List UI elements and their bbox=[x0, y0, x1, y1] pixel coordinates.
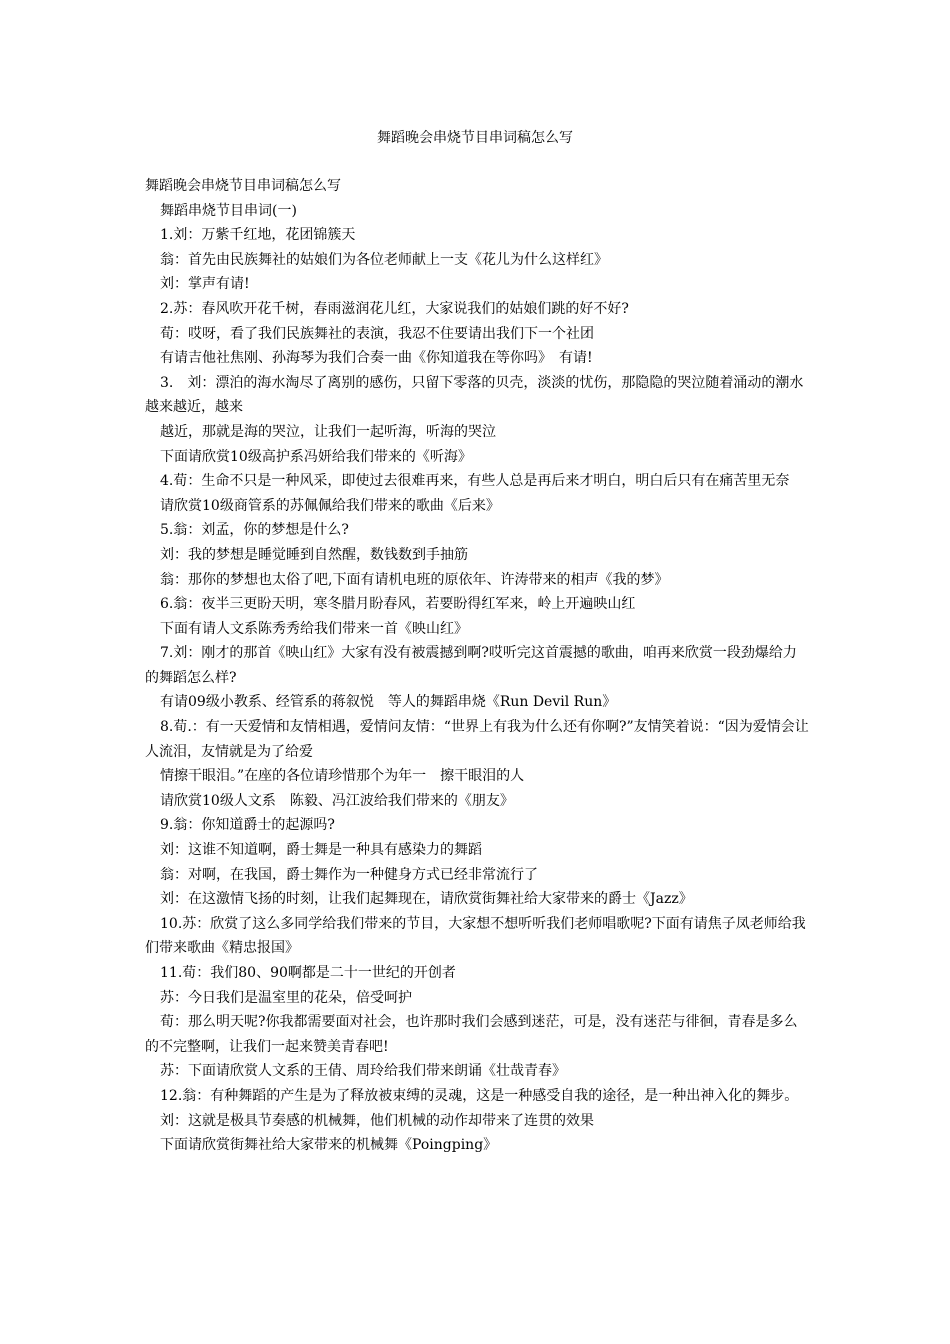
paragraph: 舞蹈晚会串烧节目串词稿怎么写 bbox=[145, 178, 341, 194]
paragraph: 2.苏：春风吹开花千树，春雨滋润花儿红，大家说我们的姑娘们跳的好不好? bbox=[160, 300, 629, 317]
paragraph: 4.荀：生命不只是一种风采，即使过去很难再来，有些人总是再后来才明白，明白后只有在痛苦里无奈 bbox=[160, 473, 790, 490]
paragraph: 刘：这谁不知道啊，爵士舞是一种具有感染力的舞蹈 bbox=[160, 842, 482, 859]
paragraph: 荀：哎呀，看了我们民族舞社的表演，我忍不住要请出我们下一个社团 bbox=[160, 325, 594, 342]
document-body bbox=[145, 174, 810, 1158]
paragraph: 1.刘：万紫千红地，花团锦簇天 bbox=[160, 227, 356, 244]
paragraph: 11.荀：我们80、90啊都是二十一世纪的开创者 bbox=[160, 965, 456, 981]
paragraph: 情擦干眼泪。”在座的各位请珍惜那个为年一 擦干眼泪的人 bbox=[160, 768, 525, 785]
paragraph: 苏：下面请欣赏人文系的王倩、周玲给我们带来朗诵《壮哉青春》 bbox=[160, 1063, 566, 1080]
paragraph: 5.翁：刘孟，你的梦想是什么? bbox=[160, 522, 349, 539]
paragraph: 荀：那么明天呢?你我都需要面对社会，也许那时我们会感到迷茫，可是，没有迷茫与徘徊，青春是多么的不完整啊，让我们一起来赞美青春吧! bbox=[145, 1014, 798, 1055]
paragraph: 翁：对啊，在我国，爵士舞作为一种健身方式已经非常流行了 bbox=[160, 866, 538, 883]
paragraph: 下面请欣赏10级高护系冯妍给我们带来的《听海》 bbox=[160, 448, 472, 465]
paragraph: 12.翁：有种舞蹈的产生是为了释放被束缚的灵魂，这是一种感受自我的途径，是一种出神入化的舞步。 bbox=[160, 1087, 799, 1104]
paragraph: 3. 刘：漂泊的海水淘尽了离别的感伤，只留下零落的贝壳，淡淡的忧伤，那隐隐的哭泣随着涌动的潮水越来越近，越来 bbox=[145, 374, 804, 416]
document-title: 舞蹈晚会串烧节目串词稿怎么写 bbox=[377, 130, 573, 146]
paragraph: 苏：今日我们是温室里的花朵，倍受呵护 bbox=[160, 989, 412, 1006]
paragraph: 8.荀.：有一天爱情和友情相遇，爱情问友情：“世界上有我为什么还有你啊?”友情笑着说：“因为爱情会让人流泪，友情就是为了给爱 bbox=[145, 719, 809, 760]
paragraph: 刘：我的梦想是睡觉睡到自然醒，数钱数到手抽筋 bbox=[160, 546, 468, 563]
paragraph: 有请09级小教系、经管系的蒋叙悦 等人的舞蹈串烧《Run Devil Run》 bbox=[160, 694, 617, 711]
paragraph: 下面有请人文系陈秀秀给我们带来一首《映山红》 bbox=[160, 620, 468, 637]
paragraph: 下面请欣赏街舞社给大家带来的机械舞《Poingping》 bbox=[160, 1137, 498, 1154]
paragraph: 有请吉他社焦刚、孙海琴为我们合奏一曲《你知道我在等你吗》 有请! bbox=[160, 350, 593, 367]
paragraph: 越近，那就是海的哭泣，让我们一起听海，听海的哭泣 bbox=[160, 423, 496, 440]
paragraph: 舞蹈串烧节目串词(一) bbox=[160, 202, 297, 219]
paragraph: 9.翁：你知道爵士的起源吗? bbox=[160, 817, 335, 834]
paragraph: 6.翁：夜半三更盼天明，寒冬腊月盼春风，若要盼得红军来，岭上开遍映山红 bbox=[160, 596, 636, 613]
paragraph: 刘：在这激情飞扬的时刻，让我们起舞现在，请欣赏街舞社给大家带来的爵士《Jazz》 bbox=[160, 891, 693, 908]
paragraph: 刘：掌声有请! bbox=[160, 276, 250, 293]
paragraph: 10.苏：欣赏了这么多同学给我们带来的节目，大家想不想听听我们老师唱歌呢?下面有请焦子凤老师给我们带来歌曲《精忠报国》 bbox=[145, 915, 806, 957]
paragraph: 7.刘：刚才的那首《映山红》大家有没有被震撼到啊?哎听完这首震撼的歌曲，咱再来欣赏一段劲爆给力的舞蹈怎么样? bbox=[145, 645, 797, 686]
paragraph: 请欣赏10级人文系 陈毅、冯江波给我们带来的《朋友》 bbox=[160, 792, 514, 809]
paragraph: 请欣赏10级商管系的苏佩佩给我们带来的歌曲《后来》 bbox=[160, 497, 500, 514]
paragraph: 翁：首先由民族舞社的姑娘们为各位老师献上一支《花儿为什么这样红》 bbox=[160, 251, 608, 268]
paragraph: 翁：那你的梦想也太俗了吧,下面有请机电班的原依年、许涛带来的相声《我的梦》 bbox=[160, 571, 669, 588]
paragraph: 刘：这就是极具节奏感的机械舞，他们机械的动作却带来了连贯的效果 bbox=[160, 1112, 594, 1129]
